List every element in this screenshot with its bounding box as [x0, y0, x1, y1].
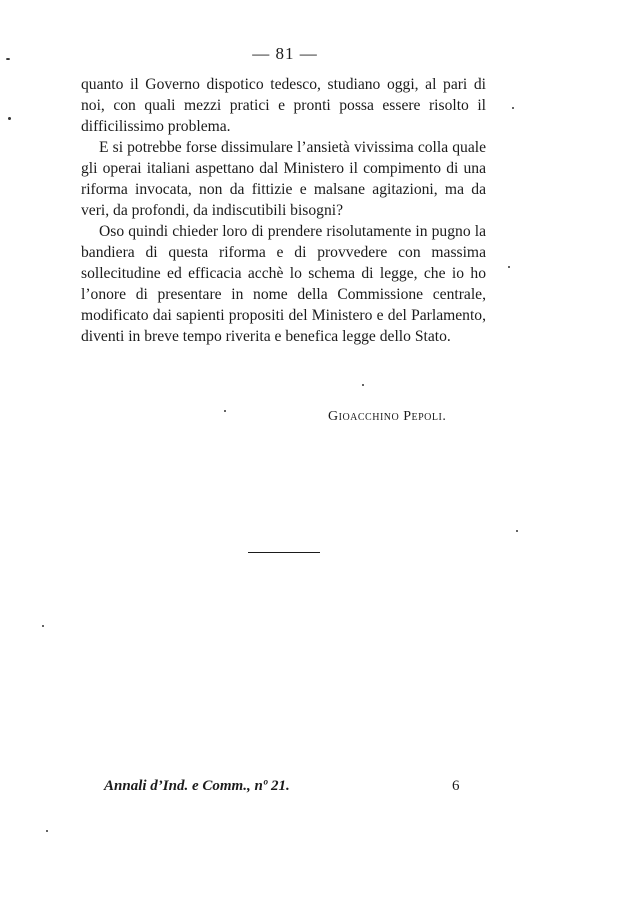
scan-speck	[6, 58, 10, 60]
scan-speck	[362, 384, 364, 386]
paragraph-continuation: quanto il Governo dispotico tedesco, studiano oggi, al pari di noi, con quali mezzi pratici e pronti possa essere risolto il difficilissimo problema.	[81, 76, 486, 135]
page-number: — 81 —	[252, 44, 318, 63]
signature: Gioacchino Pepoli.	[328, 409, 447, 424]
scan-speck	[508, 266, 510, 268]
scan-speck	[224, 410, 226, 412]
footer-publication: Annali d’Ind. e Comm., nº 21.	[104, 778, 290, 794]
scan-speck	[512, 107, 514, 109]
body-text	[81, 74, 486, 347]
paragraph-riforma: Oso quindi chieder loro di prendere risolutamente in pugno la bandiera di questa riforma e di provvedere con massima sollecitudine ed efficacia acchè lo schema di legge, che io ho l’onore di presentare in nome della Commissione centrale, modificato dai sapienti propositi del Ministero e del Parlamento, diventi in breve tempo riverita e benefica legge dello Stato.	[81, 223, 486, 345]
scan-speck	[42, 625, 44, 627]
scan-speck	[46, 830, 48, 832]
scan-speck	[516, 530, 518, 532]
separator-rule	[248, 552, 320, 553]
scan-speck	[8, 117, 11, 120]
footer-signature-mark: 6	[452, 778, 460, 794]
paragraph-ansieta: E si potrebbe forse dissimulare l’ansietà vivissima colla quale gli operai italiani aspettano dal Ministero il compimento di una riforma invocata, non da fittizie e malsane agitazioni, ma da veri, da profondi, da indiscutibili bisogni?	[81, 139, 486, 219]
